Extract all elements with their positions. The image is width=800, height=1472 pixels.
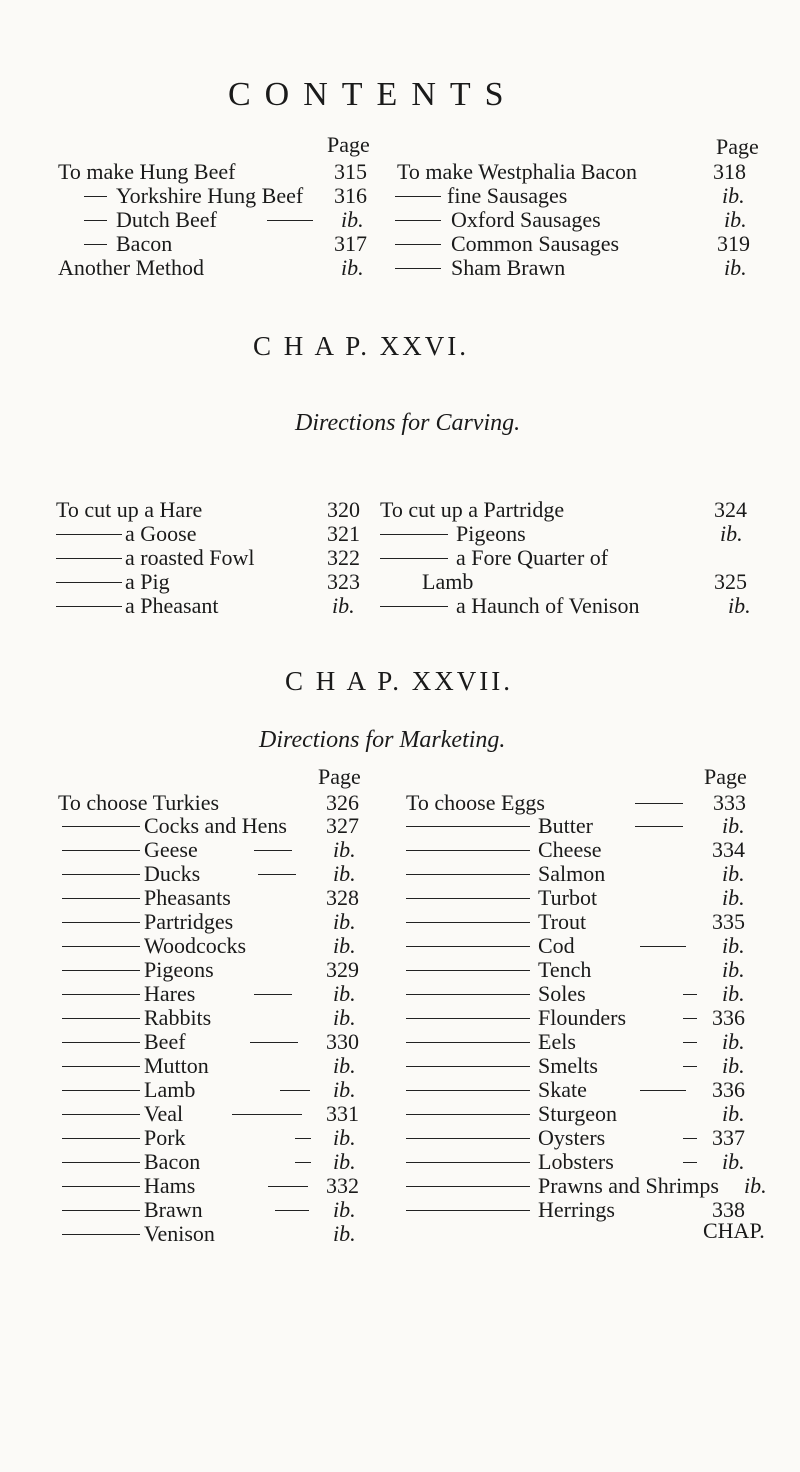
entry-text: Pigeons	[144, 957, 214, 982]
entry-text: Partridges	[144, 909, 234, 934]
entry-page: ib.	[744, 1173, 767, 1198]
leader-rule	[635, 803, 683, 804]
ditto-rule	[406, 1138, 530, 1139]
entry-page: 334	[712, 837, 745, 862]
ditto-rule	[406, 1042, 530, 1043]
entry-page: 315	[334, 159, 367, 184]
leader-rule	[640, 946, 686, 947]
ditto-rule	[395, 268, 441, 269]
ditto-rule	[56, 558, 122, 559]
entry-text: a Fore Quarter of	[456, 545, 609, 570]
chapter-subtitle: Directions for Carving.	[295, 410, 521, 436]
ditto-rule	[380, 534, 448, 535]
ditto-rule	[62, 1066, 140, 1067]
page-column-label-right: Page	[704, 764, 747, 789]
entry-text: Dutch Beef	[116, 207, 217, 232]
entry-text: Sham Brawn	[451, 255, 566, 280]
ditto-rule	[380, 606, 448, 607]
entry-text: Oysters	[538, 1125, 606, 1150]
chapter-heading: C H A P. XXVII.	[285, 666, 514, 696]
entry-text: Cocks and Hens	[144, 813, 287, 838]
entry-page: 316	[334, 183, 367, 208]
ditto-rule	[406, 1210, 530, 1211]
entry-text: a Pheasant	[125, 593, 219, 618]
entry-page: 326	[326, 790, 359, 815]
ditto-rule	[406, 874, 530, 875]
ditto-rule	[406, 1114, 530, 1115]
entry-page: 337	[712, 1125, 745, 1150]
entry-page: ib.	[333, 1221, 356, 1246]
entry-text: Sturgeon	[538, 1101, 618, 1126]
ditto-rule	[62, 1090, 140, 1091]
entry-text: Eels	[538, 1029, 576, 1054]
leader-rule	[683, 994, 697, 995]
entry-text: Prawns and Shrimps	[538, 1173, 719, 1198]
entry-page: 320	[327, 497, 360, 522]
entry-text: To choose Eggs	[406, 790, 545, 815]
entry-text: To make Westphalia Bacon	[397, 159, 638, 184]
ditto-rule	[406, 1090, 530, 1091]
entry-text: Bacon	[116, 231, 173, 256]
leader-rule	[683, 1018, 697, 1019]
ditto-rule	[62, 826, 140, 827]
entry-text: Woodcocks	[144, 933, 247, 958]
entry-text: Cheese	[538, 837, 602, 862]
catchword: CHAP.	[703, 1218, 765, 1243]
entry-page: ib.	[722, 813, 745, 838]
ditto-rule	[406, 1018, 530, 1019]
entry-page: ib.	[722, 957, 745, 982]
leader-rule	[254, 850, 292, 851]
entry-text: Flounders	[538, 1005, 626, 1030]
ditto-rule	[406, 1186, 530, 1187]
ditto-rule	[56, 582, 122, 583]
entry-page: 327	[326, 813, 359, 838]
entry-text: Lamb	[144, 1077, 196, 1102]
entry-page: 336	[712, 1077, 745, 1102]
ditto-rule	[406, 946, 530, 947]
entry-text: Smelts	[538, 1053, 598, 1078]
entry-page: ib.	[333, 1005, 356, 1030]
entry-text: Herrings	[538, 1197, 615, 1222]
ditto-rule	[406, 898, 530, 899]
entry-text: Hams	[144, 1173, 196, 1198]
ditto-rule	[395, 196, 441, 197]
entry-page: 325	[714, 569, 747, 594]
entry-page: ib.	[722, 885, 745, 910]
entry-text: Rabbits	[144, 1005, 212, 1030]
entry-text: To cut up a Hare	[56, 497, 203, 522]
entry-text: Hares	[144, 981, 196, 1006]
ditto-rule	[62, 1018, 140, 1019]
page-column-label-right: Page	[716, 134, 759, 159]
ditto-rule	[406, 1066, 530, 1067]
entry-page: ib.	[333, 1149, 356, 1174]
entry-page: ib.	[722, 933, 745, 958]
entry-text: Butter	[538, 813, 593, 838]
entry-text: Skate	[538, 1077, 587, 1102]
ditto-rule	[56, 606, 122, 607]
entry-text: Salmon	[538, 861, 606, 886]
entry-text: Common Sausages	[451, 231, 620, 256]
entry-text: Mutton	[144, 1053, 209, 1078]
entry-text: Another Method	[58, 255, 205, 280]
entry-text: Trout	[538, 909, 587, 934]
entry-page: ib.	[333, 1077, 356, 1102]
entry-text: Brawn	[144, 1197, 203, 1222]
entry-page: ib.	[333, 909, 356, 934]
ditto-rule	[62, 898, 140, 899]
ditto-rule	[62, 970, 140, 971]
ditto-rule	[62, 1114, 140, 1115]
leader-rule	[683, 1138, 697, 1139]
page-column-label-left: Page	[318, 764, 361, 789]
entry-page: ib.	[720, 521, 743, 546]
entry-page: ib.	[728, 593, 751, 618]
ditto-rule	[62, 994, 140, 995]
ditto-rule	[406, 826, 530, 827]
leader-rule	[683, 1042, 697, 1043]
leader-rule	[268, 1186, 308, 1187]
entry-text: a roasted Fowl	[125, 545, 255, 570]
ditto-rule	[406, 1162, 530, 1163]
entry-text: a Pig	[125, 569, 170, 594]
entry-text: Soles	[538, 981, 586, 1006]
ditto-rule	[84, 244, 107, 245]
entry-text: Pheasants	[144, 885, 231, 910]
entry-text: fine Sausages	[447, 183, 568, 208]
entry-page: 336	[712, 1005, 745, 1030]
entry-text: Yorkshire Hung Beef	[116, 183, 304, 208]
ditto-rule	[84, 196, 107, 197]
entry-text: a Haunch of Venison	[456, 593, 640, 618]
entry-text: Venison	[144, 1221, 215, 1246]
entry-page: 335	[712, 909, 745, 934]
entry-text: Pigeons	[456, 521, 526, 546]
leader-rule	[250, 1042, 298, 1043]
ditto-rule	[62, 946, 140, 947]
entry-page: 332	[326, 1173, 359, 1198]
ditto-rule	[406, 850, 530, 851]
entry-page: 318	[713, 159, 746, 184]
ditto-rule	[62, 922, 140, 923]
ditto-rule	[406, 922, 530, 923]
entry-page: ib.	[341, 207, 364, 232]
leader-rule	[254, 994, 292, 995]
entry-page: ib.	[722, 183, 745, 208]
ditto-rule	[62, 1138, 140, 1139]
entry-text: Geese	[144, 837, 198, 862]
entry-page: 330	[326, 1029, 359, 1054]
entry-text: Oxford Sausages	[451, 207, 601, 232]
entry-text: Tench	[538, 957, 592, 982]
entry-text: Ducks	[144, 861, 201, 886]
ditto-rule	[406, 970, 530, 971]
entry-text: Beef	[144, 1029, 186, 1054]
leader-rule	[640, 1090, 686, 1091]
entry-page: ib.	[333, 981, 356, 1006]
entry-text: a Goose	[125, 521, 197, 546]
entry-page: ib.	[333, 837, 356, 862]
entry-page: 317	[334, 231, 367, 256]
entry-page: 321	[327, 521, 360, 546]
ditto-rule	[62, 1042, 140, 1043]
page-title: CONTENTS	[228, 76, 518, 113]
ditto-rule	[56, 534, 122, 535]
leader-rule	[232, 1114, 302, 1115]
leader-rule	[295, 1162, 311, 1163]
entry-page: 328	[326, 885, 359, 910]
entry-page: 338	[712, 1197, 745, 1222]
leader-rule	[258, 874, 296, 875]
entry-page: ib.	[341, 255, 364, 280]
entry-page: ib.	[333, 1053, 356, 1078]
entry-page: ib.	[722, 1101, 745, 1126]
entry-page: ib.	[724, 207, 747, 232]
entry-page: 324	[714, 497, 747, 522]
entry-page: ib.	[722, 1053, 745, 1078]
ditto-rule	[395, 244, 441, 245]
entry-page: ib.	[722, 1029, 745, 1054]
entry-text: Pork	[144, 1125, 186, 1150]
leader-rule	[280, 1090, 310, 1091]
entry-text: Turbot	[538, 885, 598, 910]
entry-text: Cod	[538, 933, 575, 958]
ditto-rule	[62, 1186, 140, 1187]
ditto-rule	[84, 220, 107, 221]
entry-page: ib.	[333, 1197, 356, 1222]
entry-text: Bacon	[144, 1149, 201, 1174]
leader-rule	[295, 1138, 311, 1139]
ditto-rule	[62, 874, 140, 875]
leader-rule	[683, 1066, 697, 1067]
entry-page: ib.	[722, 1149, 745, 1174]
entry-page: ib.	[724, 255, 747, 280]
entry-page: 319	[717, 231, 750, 256]
leader-rule	[267, 220, 313, 221]
entry-page: 333	[713, 790, 746, 815]
ditto-rule	[62, 850, 140, 851]
entry-text: To cut up a Partridge	[380, 497, 565, 522]
entry-page: ib.	[722, 981, 745, 1006]
entry-text: To choose Turkies	[58, 790, 220, 815]
entry-page: 323	[327, 569, 360, 594]
leader-rule	[635, 826, 683, 827]
entry-page: ib.	[722, 861, 745, 886]
entry-page: 331	[326, 1101, 359, 1126]
chapter-heading: C H A P. XXVI.	[253, 331, 470, 361]
leader-rule	[275, 1210, 309, 1211]
entry-page: 329	[326, 957, 359, 982]
entry-page: ib.	[333, 1125, 356, 1150]
entry-text: Lamb	[422, 569, 474, 594]
entry-page: 322	[327, 545, 360, 570]
ditto-rule	[380, 558, 448, 559]
entry-page: ib.	[332, 593, 355, 618]
leader-rule	[683, 1162, 697, 1163]
entry-text: Veal	[144, 1101, 184, 1126]
page-column-label-left: Page	[327, 132, 370, 157]
entry-text: Lobsters	[538, 1149, 614, 1174]
ditto-rule	[62, 1234, 140, 1235]
entry-page: ib.	[333, 861, 356, 886]
entry-text: To make Hung Beef	[58, 159, 236, 184]
entry-page: ib.	[333, 933, 356, 958]
ditto-rule	[406, 994, 530, 995]
ditto-rule	[62, 1210, 140, 1211]
chapter-subtitle: Directions for Marketing.	[259, 727, 506, 753]
ditto-rule	[395, 220, 441, 221]
ditto-rule	[62, 1162, 140, 1163]
